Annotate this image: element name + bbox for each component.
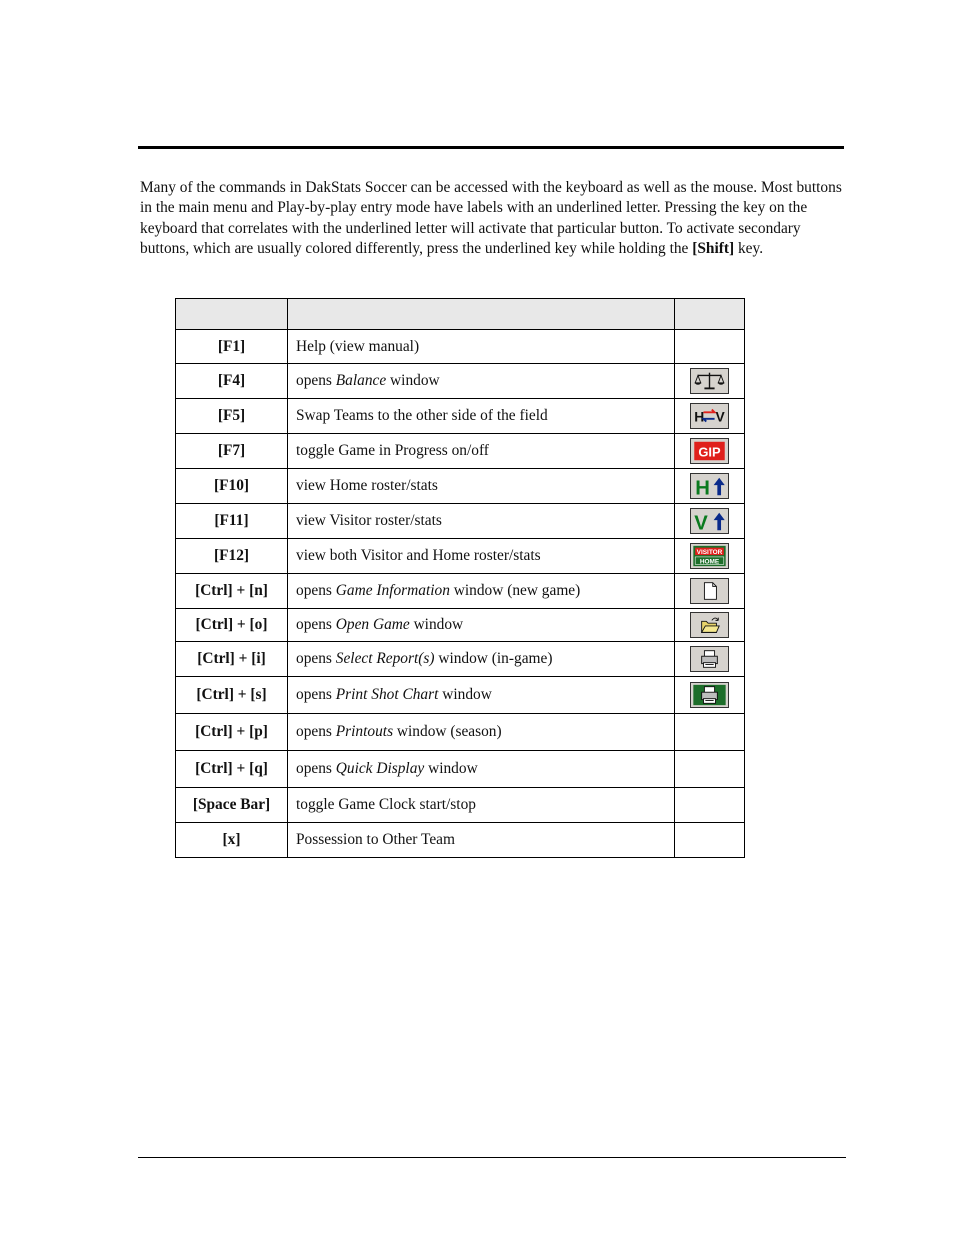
toolbar-icon-cell	[675, 609, 745, 642]
table-row	[176, 330, 745, 364]
table-row	[176, 399, 745, 434]
shot-chart-printer-icon	[690, 682, 729, 708]
table-row	[176, 751, 745, 788]
table-row	[176, 823, 745, 858]
header-description-cell	[288, 299, 675, 330]
home-letter: H	[695, 477, 710, 498]
shortcut-description	[288, 434, 675, 469]
window-name: Open Game	[335, 616, 410, 633]
shortcut-key: [Ctrl] + [q]	[176, 751, 288, 788]
toolbar-icon-cell	[675, 751, 745, 788]
description-text-end: window (new game)	[449, 582, 581, 599]
shortcut-key: [x]	[176, 823, 288, 858]
shortcut-description	[288, 330, 675, 364]
description-text: Swap Teams to the other side of the field	[296, 407, 548, 424]
description-text: opens	[296, 760, 336, 777]
table-row	[176, 574, 745, 609]
shortcut-key: [F1]	[176, 330, 288, 364]
toolbar-icon-cell	[675, 469, 745, 504]
description-text: opens	[296, 650, 336, 667]
description-text: opens	[296, 372, 336, 389]
table-row	[176, 788, 745, 823]
table-row	[176, 677, 745, 714]
toolbar-icon-cell	[675, 677, 745, 714]
shortcut-description	[288, 504, 675, 539]
shortcut-table	[175, 298, 745, 858]
table-header-row	[176, 299, 745, 330]
description-text: view Home roster/stats	[296, 477, 438, 494]
intro-paragraph	[140, 178, 846, 260]
shortcut-description	[288, 823, 675, 858]
toolbar-icon-cell	[675, 823, 745, 858]
table-row	[176, 714, 745, 751]
shortcut-description	[288, 539, 675, 574]
table-row	[176, 504, 745, 539]
toolbar-icon-cell	[675, 714, 745, 751]
shortcut-key: [Ctrl] + [o]	[176, 609, 288, 642]
toolbar-icon-cell	[675, 574, 745, 609]
shortcut-key: [F12]	[176, 539, 288, 574]
toolbar-icon-cell	[675, 788, 745, 823]
toolbar-icon-cell	[675, 504, 745, 539]
table-row	[176, 642, 745, 677]
new-document-icon	[690, 578, 729, 604]
description-text: opens	[296, 686, 336, 703]
intro-text: Many of the commands in DakStats Soccer can be accessed with the keyboard as well as the mouse. Most buttons in the main menu and Play-by-play entry mode have labels with an underlined letter. Pressing the key on the keyboard that correlates with the underlined letter will activate that particular button. To activate secondary buttons, which are usually colored differently, press the underlined key while holding the	[140, 179, 842, 258]
shortcut-key: [F5]	[176, 399, 288, 434]
table-row	[176, 609, 745, 642]
description-text: view both Visitor and Home roster/stats	[296, 547, 541, 564]
description-text-end: window	[438, 686, 492, 703]
visitor-home-top: VISITOR	[696, 549, 723, 557]
description-text: opens	[296, 616, 336, 633]
table-row	[176, 364, 745, 399]
printer-icon	[690, 646, 729, 672]
header-key-cell	[176, 299, 288, 330]
balance-scale-icon	[690, 368, 729, 394]
shortcut-key: [Ctrl] + [n]	[176, 574, 288, 609]
description-text: view Visitor roster/stats	[296, 512, 442, 529]
shortcut-description	[288, 751, 675, 788]
toolbar-icon-cell	[675, 434, 745, 469]
shortcut-key: [F11]	[176, 504, 288, 539]
shortcut-key: [F7]	[176, 434, 288, 469]
table-row	[176, 469, 745, 504]
description-text-end: window (season)	[393, 723, 502, 740]
toolbar-icon-cell	[675, 399, 745, 434]
visitor-home-bottom: HOME	[699, 558, 720, 566]
visitor-home-icon	[690, 543, 729, 569]
visitor-letter: V	[694, 512, 708, 533]
shortcut-key: [Ctrl] + [s]	[176, 677, 288, 714]
shortcut-key: [Space Bar]	[176, 788, 288, 823]
top-rule	[138, 146, 844, 149]
description-text-end: window (in-game)	[434, 650, 553, 667]
home-roster-icon	[690, 473, 729, 499]
shortcut-key: [Ctrl] + [i]	[176, 642, 288, 677]
swap-teams-icon	[690, 403, 729, 429]
description-text: toggle Game Clock start/stop	[296, 796, 476, 813]
description-text: toggle Game in Progress on/off	[296, 442, 489, 459]
intro-text-end: key.	[734, 240, 764, 258]
description-text-end: window	[409, 616, 464, 633]
window-name: Printouts	[335, 723, 394, 740]
shortcut-description	[288, 642, 675, 677]
swap-v-letter: V	[715, 408, 725, 425]
shortcut-description	[288, 677, 675, 714]
swap-h-letter: H	[694, 408, 705, 425]
gip-label: GIP	[698, 444, 721, 460]
description-text: Help (view manual)	[296, 337, 420, 355]
description-text: opens	[296, 582, 336, 599]
shortcut-description	[288, 399, 675, 434]
description-text: opens	[296, 723, 336, 740]
shortcut-key: [F10]	[176, 469, 288, 504]
shortcut-description	[288, 714, 675, 751]
table-row	[176, 539, 745, 574]
shortcut-description	[288, 469, 675, 504]
shortcut-description	[288, 364, 675, 399]
toolbar-icon-cell	[675, 642, 745, 677]
shortcut-description	[288, 574, 675, 609]
toolbar-icon-cell	[675, 539, 745, 574]
shortcut-key: [F4]	[176, 364, 288, 399]
window-name: Select Report(s)	[335, 650, 435, 667]
description-text: Possession to Other Team	[296, 831, 455, 848]
shortcut-description	[288, 788, 675, 823]
window-name: Game Information	[335, 582, 450, 599]
header-icon-cell	[675, 299, 745, 330]
shortcut-description	[288, 609, 675, 642]
description-text-end: window	[386, 372, 440, 389]
open-folder-icon	[690, 612, 729, 638]
shortcut-key: [Ctrl] + [p]	[176, 714, 288, 751]
description-text-end: window	[424, 760, 478, 777]
table-row	[176, 434, 745, 469]
window-name: Balance	[335, 372, 387, 389]
window-name: Print Shot Chart	[335, 686, 439, 703]
window-name: Quick Display	[335, 760, 425, 777]
footer-rule	[138, 1157, 846, 1158]
gip-icon	[690, 438, 729, 464]
toolbar-icon-cell	[675, 330, 745, 364]
toolbar-icon-cell	[675, 364, 745, 399]
visitor-roster-icon	[690, 508, 729, 534]
shift-key: [Shift]	[692, 240, 735, 258]
